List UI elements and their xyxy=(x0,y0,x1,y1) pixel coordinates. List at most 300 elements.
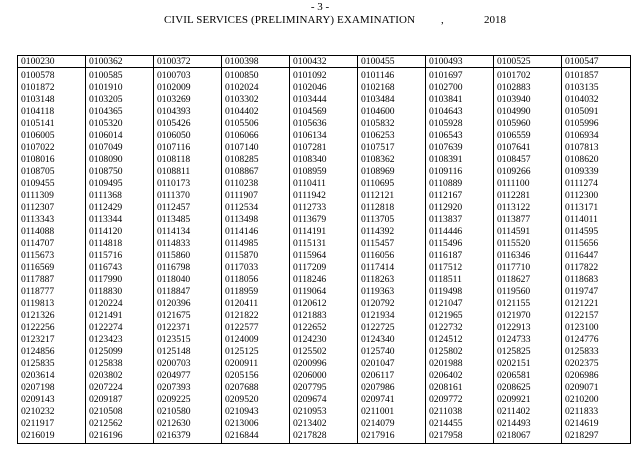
roll-number: 0121047 xyxy=(429,298,463,309)
roll-number: 0106559 xyxy=(497,130,531,141)
roll-number: 0108016 xyxy=(21,154,55,165)
roll-number: 0116187 xyxy=(429,250,463,261)
roll-number: 0121883 xyxy=(293,310,327,321)
roll-number: 0216019 xyxy=(21,430,55,441)
roll-number: 0121822 xyxy=(225,310,259,321)
roll-number: 0114707 xyxy=(21,238,55,249)
roll-number: 0217828 xyxy=(293,430,327,441)
roll-number: 0116346 xyxy=(497,250,531,261)
roll-number: 0114134 xyxy=(157,226,191,237)
roll-number-cell: 0100493 xyxy=(426,56,494,68)
roll-number: 0102009 xyxy=(157,82,191,93)
roll-number: 0114818 xyxy=(89,238,123,249)
roll-number: 0111309 xyxy=(21,190,54,201)
roll-number: 0125125 xyxy=(225,346,259,357)
roll-number: 0119747 xyxy=(565,286,599,297)
roll-number: 0108750 xyxy=(89,166,123,177)
roll-number: 0200911 xyxy=(225,358,259,369)
roll-number: 0112167 xyxy=(429,190,463,201)
roll-number: 0103135 xyxy=(565,82,599,93)
roll-number: 0105928 xyxy=(429,118,463,129)
roll-number: 0125148 xyxy=(157,346,191,357)
roll-number: 0107281 xyxy=(293,142,327,153)
roll-number-cell: 0100547 xyxy=(562,56,631,68)
roll-number: 0104365 xyxy=(89,106,123,117)
roll-number: 0211833 xyxy=(565,406,599,417)
roll-number: 0209143 xyxy=(21,394,55,405)
roll-number: 0117710 xyxy=(497,262,531,273)
roll-number: 0117512 xyxy=(429,262,463,273)
roll-number: 0209741 xyxy=(361,394,395,405)
roll-number: 0112429 xyxy=(89,202,123,213)
roll-number: 0118511 xyxy=(429,274,462,285)
roll-number: 0113344 xyxy=(89,214,123,225)
roll-number: 0105426 xyxy=(157,118,191,129)
roll-number: 0102046 xyxy=(293,82,327,93)
roll-number: 0114591 xyxy=(497,226,531,237)
roll-number: 0205156 xyxy=(225,370,259,381)
roll-number-column xyxy=(222,68,290,444)
roll-number: 0115496 xyxy=(429,238,463,249)
roll-number: 0209520 xyxy=(225,394,259,405)
roll-number: 0120612 xyxy=(293,298,327,309)
roll-number: 0118056 xyxy=(225,274,259,285)
roll-number: 0114985 xyxy=(225,238,259,249)
roll-number: 0119813 xyxy=(21,298,55,309)
roll-number: 0113122 xyxy=(497,202,531,213)
roll-number: 0106050 xyxy=(157,130,191,141)
roll-number: 0104600 xyxy=(361,106,395,117)
roll-number: 0101872 xyxy=(21,82,55,93)
roll-number: 0209225 xyxy=(157,394,191,405)
roll-number: 0208161 xyxy=(429,382,463,393)
roll-number: 0110411 xyxy=(293,178,326,189)
roll-number: 0202151 xyxy=(497,358,531,369)
roll-number: 0108969 xyxy=(361,166,395,177)
roll-number: 0106253 xyxy=(361,130,395,141)
roll-number: 0122577 xyxy=(225,322,259,333)
roll-number: 0119498 xyxy=(429,286,463,297)
roll-number: 0201047 xyxy=(361,358,395,369)
roll-number: 0111942 xyxy=(293,190,326,201)
roll-number: 0111274 xyxy=(565,178,598,189)
roll-number: 0204977 xyxy=(157,370,191,381)
roll-number: 0119064 xyxy=(293,286,327,297)
roll-number: 0206581 xyxy=(497,370,531,381)
roll-number: 0103148 xyxy=(21,94,55,105)
roll-number: 0109266 xyxy=(497,166,531,177)
roll-number: 0118040 xyxy=(157,274,191,285)
roll-number-cell: 0100372 xyxy=(154,56,222,68)
roll-number: 0206000 xyxy=(293,370,327,381)
roll-number: 0105960 xyxy=(497,118,531,129)
roll-number: 0104990 xyxy=(497,106,531,117)
roll-number: 0112281 xyxy=(497,190,531,201)
roll-number: 0108340 xyxy=(293,154,327,165)
roll-number-cell: 0100525 xyxy=(494,56,562,68)
roll-number: 0207688 xyxy=(225,382,259,393)
roll-number: 0120792 xyxy=(361,298,395,309)
roll-number: 0216196 xyxy=(89,430,123,441)
roll-number: 0206117 xyxy=(361,370,395,381)
roll-number-table xyxy=(17,55,631,444)
roll-number: 0110695 xyxy=(361,178,395,189)
roll-number: 0114446 xyxy=(429,226,463,237)
roll-number: 0122652 xyxy=(293,322,327,333)
roll-number: 0122157 xyxy=(565,310,599,321)
roll-number: 0209674 xyxy=(293,394,327,405)
roll-number: 0101702 xyxy=(497,70,531,81)
roll-number: 0200996 xyxy=(293,358,327,369)
roll-number: 0105832 xyxy=(361,118,395,129)
roll-number: 0118830 xyxy=(89,286,123,297)
roll-number: 0208625 xyxy=(497,382,531,393)
roll-number: 0124009 xyxy=(225,334,259,345)
roll-number: 0125835 xyxy=(21,358,55,369)
roll-number: 0108705 xyxy=(21,166,55,177)
roll-number: 0118263 xyxy=(361,274,395,285)
roll-number: 0115716 xyxy=(89,250,123,261)
roll-number: 0217958 xyxy=(429,430,463,441)
roll-number: 0112534 xyxy=(225,202,259,213)
roll-number: 0103841 xyxy=(429,94,463,105)
roll-number: 0106543 xyxy=(429,130,463,141)
roll-number: 0101146 xyxy=(361,70,395,81)
roll-number: 0116798 xyxy=(157,262,191,273)
roll-number: 0125502 xyxy=(293,346,327,357)
roll-number-column xyxy=(426,68,494,444)
roll-number: 0121221 xyxy=(565,298,599,309)
title-comma: , xyxy=(441,14,444,26)
roll-number: 0201988 xyxy=(429,358,463,369)
roll-number: 0108090 xyxy=(89,154,123,165)
roll-number: 0117209 xyxy=(293,262,327,273)
roll-number: 0109495 xyxy=(89,178,123,189)
roll-number: 0122256 xyxy=(21,322,55,333)
roll-number: 0211917 xyxy=(21,418,55,429)
roll-number: 0117822 xyxy=(565,262,599,273)
roll-number: 0104118 xyxy=(21,106,55,117)
roll-number: 0115870 xyxy=(225,250,259,261)
roll-number: 0120224 xyxy=(89,298,123,309)
roll-number: 0106134 xyxy=(293,130,327,141)
roll-number: 0123423 xyxy=(89,334,123,345)
roll-number: 0115673 xyxy=(21,250,55,261)
roll-number: 0124776 xyxy=(565,334,599,345)
roll-number: 0108867 xyxy=(225,166,259,177)
roll-number: 0100578 xyxy=(21,70,55,81)
roll-number: 0125740 xyxy=(361,346,395,357)
roll-number: 0118959 xyxy=(225,286,259,297)
roll-number: 0124856 xyxy=(21,346,55,357)
roll-number: 0113679 xyxy=(293,214,327,225)
roll-number: 0212630 xyxy=(157,418,191,429)
roll-number: 0113877 xyxy=(497,214,531,225)
roll-number: 0115131 xyxy=(293,238,327,249)
roll-number: 0108811 xyxy=(157,166,191,177)
roll-number: 0124340 xyxy=(361,334,395,345)
roll-number: 0110238 xyxy=(225,178,259,189)
roll-number: 0104032 xyxy=(565,94,599,105)
roll-number: 0210200 xyxy=(565,394,599,405)
roll-number: 0121970 xyxy=(497,310,531,321)
roll-number: 0119363 xyxy=(361,286,395,297)
roll-number: 0112307 xyxy=(21,202,55,213)
roll-number: 0100585 xyxy=(89,70,123,81)
roll-number: 0106014 xyxy=(89,130,123,141)
roll-number: 0104643 xyxy=(429,106,463,117)
roll-number: 0121934 xyxy=(361,310,395,321)
roll-number: 0119560 xyxy=(497,286,531,297)
roll-number: 0125833 xyxy=(565,346,599,357)
roll-number: 0203614 xyxy=(21,370,55,381)
roll-number: 0113485 xyxy=(157,214,191,225)
roll-number: 0216844 xyxy=(225,430,259,441)
roll-number: 0111907 xyxy=(225,190,258,201)
roll-number: 0121965 xyxy=(429,310,463,321)
roll-number: 0114120 xyxy=(89,226,123,237)
roll-number-column xyxy=(562,68,631,444)
roll-number: 0210580 xyxy=(157,406,191,417)
roll-number: 0210943 xyxy=(225,406,259,417)
roll-number: 0110889 xyxy=(429,178,463,189)
roll-number: 0209187 xyxy=(89,394,123,405)
roll-number: 0120396 xyxy=(157,298,191,309)
roll-number-cell: 0100455 xyxy=(358,56,426,68)
roll-number: 0122274 xyxy=(89,322,123,333)
roll-number: 0109339 xyxy=(565,166,599,177)
roll-number: 0118683 xyxy=(565,274,599,285)
roll-number: 0107140 xyxy=(225,142,259,153)
roll-number: 0108285 xyxy=(225,154,259,165)
roll-number: 0115457 xyxy=(361,238,395,249)
roll-number: 0103302 xyxy=(225,94,259,105)
roll-number: 0104569 xyxy=(293,106,327,117)
roll-number: 0207198 xyxy=(21,382,55,393)
roll-number: 0102883 xyxy=(497,82,531,93)
roll-number: 0125825 xyxy=(497,346,531,357)
roll-number: 0217916 xyxy=(361,430,395,441)
roll-number: 0109116 xyxy=(429,166,463,177)
roll-number: 0125802 xyxy=(429,346,463,357)
roll-number: 0106066 xyxy=(225,130,259,141)
roll-number: 0105636 xyxy=(293,118,327,129)
roll-number-column xyxy=(494,68,562,444)
roll-number: 0103940 xyxy=(497,94,531,105)
roll-number: 0105506 xyxy=(225,118,259,129)
roll-number: 0125838 xyxy=(89,358,123,369)
roll-number: 0104393 xyxy=(157,106,191,117)
roll-number: 0109455 xyxy=(21,178,55,189)
roll-number: 0122725 xyxy=(361,322,395,333)
roll-number: 0112733 xyxy=(293,202,327,213)
table-row xyxy=(18,56,631,68)
roll-number: 0206986 xyxy=(565,370,599,381)
roll-number: 0102024 xyxy=(225,82,259,93)
roll-number: 0207795 xyxy=(293,382,327,393)
document-title: CIVIL SERVICES (PRELIMINARY) EXAMINATION xyxy=(164,14,416,26)
roll-number: 0116056 xyxy=(361,250,395,261)
roll-number-cell: 0100230 xyxy=(18,56,86,68)
exam-year: 2018 xyxy=(484,14,506,26)
roll-number: 0108959 xyxy=(293,166,327,177)
roll-number: 0112920 xyxy=(429,202,463,213)
roll-number: 0114011 xyxy=(565,214,598,225)
table-row xyxy=(18,68,631,444)
roll-number: 0107116 xyxy=(157,142,191,153)
roll-number-cell: 0100362 xyxy=(86,56,154,68)
roll-number: 0105141 xyxy=(21,118,55,129)
roll-number: 0121675 xyxy=(157,310,191,321)
roll-number: 0112300 xyxy=(565,190,599,201)
roll-number: 0107517 xyxy=(361,142,395,153)
roll-number: 0114146 xyxy=(225,226,259,237)
roll-number: 0107049 xyxy=(89,142,123,153)
roll-number: 0108391 xyxy=(429,154,463,165)
roll-number: 0102700 xyxy=(429,82,463,93)
roll-number: 0113171 xyxy=(565,202,599,213)
roll-number-column xyxy=(290,68,358,444)
roll-number: 0203802 xyxy=(89,370,123,381)
roll-number: 0108362 xyxy=(361,154,395,165)
roll-number: 0111368 xyxy=(89,190,122,201)
roll-number: 0100703 xyxy=(157,70,191,81)
roll-number: 0212562 xyxy=(89,418,123,429)
roll-number: 0123217 xyxy=(21,334,55,345)
roll-number: 0214455 xyxy=(429,418,463,429)
roll-number: 0112818 xyxy=(361,202,395,213)
roll-number: 0121326 xyxy=(21,310,55,321)
roll-number: 0214619 xyxy=(565,418,599,429)
roll-number: 0123100 xyxy=(565,322,599,333)
roll-number: 0210953 xyxy=(293,406,327,417)
roll-number: 0107813 xyxy=(565,142,599,153)
roll-number: 0211001 xyxy=(361,406,395,417)
roll-number: 0117033 xyxy=(225,262,259,273)
roll-number: 0103444 xyxy=(293,94,327,105)
roll-number: 0114191 xyxy=(293,226,327,237)
roll-number: 0122732 xyxy=(429,322,463,333)
roll-number: 0121155 xyxy=(497,298,531,309)
roll-number: 0113343 xyxy=(21,214,55,225)
roll-number: 0107639 xyxy=(429,142,463,153)
roll-number: 0118777 xyxy=(21,286,55,297)
roll-number: 0117990 xyxy=(89,274,123,285)
roll-number: 0124733 xyxy=(497,334,531,345)
roll-number: 0104402 xyxy=(225,106,259,117)
roll-number: 0218297 xyxy=(565,430,599,441)
roll-number: 0200703 xyxy=(157,358,191,369)
roll-number: 0100850 xyxy=(225,70,259,81)
roll-number: 0113498 xyxy=(225,214,259,225)
roll-number: 0207224 xyxy=(89,382,123,393)
roll-number: 0213006 xyxy=(225,418,259,429)
roll-number: 0114833 xyxy=(157,238,191,249)
roll-number: 0121491 xyxy=(89,310,123,321)
roll-number: 0117887 xyxy=(21,274,55,285)
roll-number: 0117414 xyxy=(361,262,395,273)
roll-number: 0108620 xyxy=(565,154,599,165)
roll-number-column xyxy=(154,68,222,444)
roll-number: 0111100 xyxy=(497,178,530,189)
roll-number: 0115964 xyxy=(293,250,327,261)
roll-number: 0116569 xyxy=(21,262,55,273)
roll-number: 0123515 xyxy=(157,334,191,345)
roll-number: 0118847 xyxy=(157,286,191,297)
roll-number: 0216379 xyxy=(157,430,191,441)
roll-number: 0214493 xyxy=(497,418,531,429)
roll-number: 0107641 xyxy=(497,142,531,153)
roll-number: 0115520 xyxy=(497,238,531,249)
roll-number: 0102168 xyxy=(361,82,395,93)
roll-number: 0211402 xyxy=(497,406,531,417)
roll-number: 0202375 xyxy=(565,358,599,369)
roll-number: 0105091 xyxy=(565,106,599,117)
roll-number: 0124512 xyxy=(429,334,463,345)
roll-number: 0125099 xyxy=(89,346,123,357)
roll-number: 0101697 xyxy=(429,70,463,81)
roll-number: 0122913 xyxy=(497,322,531,333)
roll-number: 0124230 xyxy=(293,334,327,345)
roll-number-cell: 0100398 xyxy=(222,56,290,68)
roll-number: 0207393 xyxy=(157,382,191,393)
roll-number: 0211038 xyxy=(429,406,463,417)
roll-number-cell: 0100432 xyxy=(290,56,358,68)
roll-number: 0115656 xyxy=(565,238,599,249)
roll-number: 0106005 xyxy=(21,130,55,141)
roll-number: 0113837 xyxy=(429,214,463,225)
roll-number: 0106934 xyxy=(565,130,599,141)
roll-number: 0114595 xyxy=(565,226,599,237)
roll-number: 0214079 xyxy=(361,418,395,429)
roll-number: 0118627 xyxy=(497,274,531,285)
roll-number: 0116743 xyxy=(89,262,123,273)
roll-number: 0210232 xyxy=(21,406,55,417)
roll-number: 0105996 xyxy=(565,118,599,129)
roll-number: 0207986 xyxy=(361,382,395,393)
roll-number: 0218067 xyxy=(497,430,531,441)
roll-number: 0116447 xyxy=(565,250,599,261)
roll-number: 0103205 xyxy=(89,94,123,105)
roll-number: 0103269 xyxy=(157,94,191,105)
roll-number: 0209071 xyxy=(565,382,599,393)
roll-number: 0114088 xyxy=(21,226,55,237)
roll-number: 0213402 xyxy=(293,418,327,429)
roll-number: 0115860 xyxy=(157,250,191,261)
roll-number: 0103484 xyxy=(361,94,395,105)
roll-number: 0112121 xyxy=(361,190,395,201)
roll-number: 0122371 xyxy=(157,322,191,333)
roll-number: 0101092 xyxy=(293,70,327,81)
page-number: - 3 - xyxy=(310,1,330,13)
roll-number: 0209772 xyxy=(429,394,463,405)
roll-number: 0113705 xyxy=(361,214,395,225)
roll-number-column xyxy=(18,68,86,444)
roll-number: 0101910 xyxy=(89,82,123,93)
roll-number: 0118246 xyxy=(293,274,327,285)
roll-number: 0114392 xyxy=(361,226,395,237)
roll-number-column xyxy=(86,68,154,444)
roll-number: 0108457 xyxy=(497,154,531,165)
roll-number: 0209921 xyxy=(497,394,531,405)
roll-number: 0110173 xyxy=(157,178,191,189)
roll-number: 0210508 xyxy=(89,406,123,417)
roll-number: 0120411 xyxy=(225,298,259,309)
roll-number: 0107022 xyxy=(21,142,55,153)
roll-number: 0108118 xyxy=(157,154,191,165)
roll-number: 0112457 xyxy=(157,202,191,213)
roll-number: 0206402 xyxy=(429,370,463,381)
